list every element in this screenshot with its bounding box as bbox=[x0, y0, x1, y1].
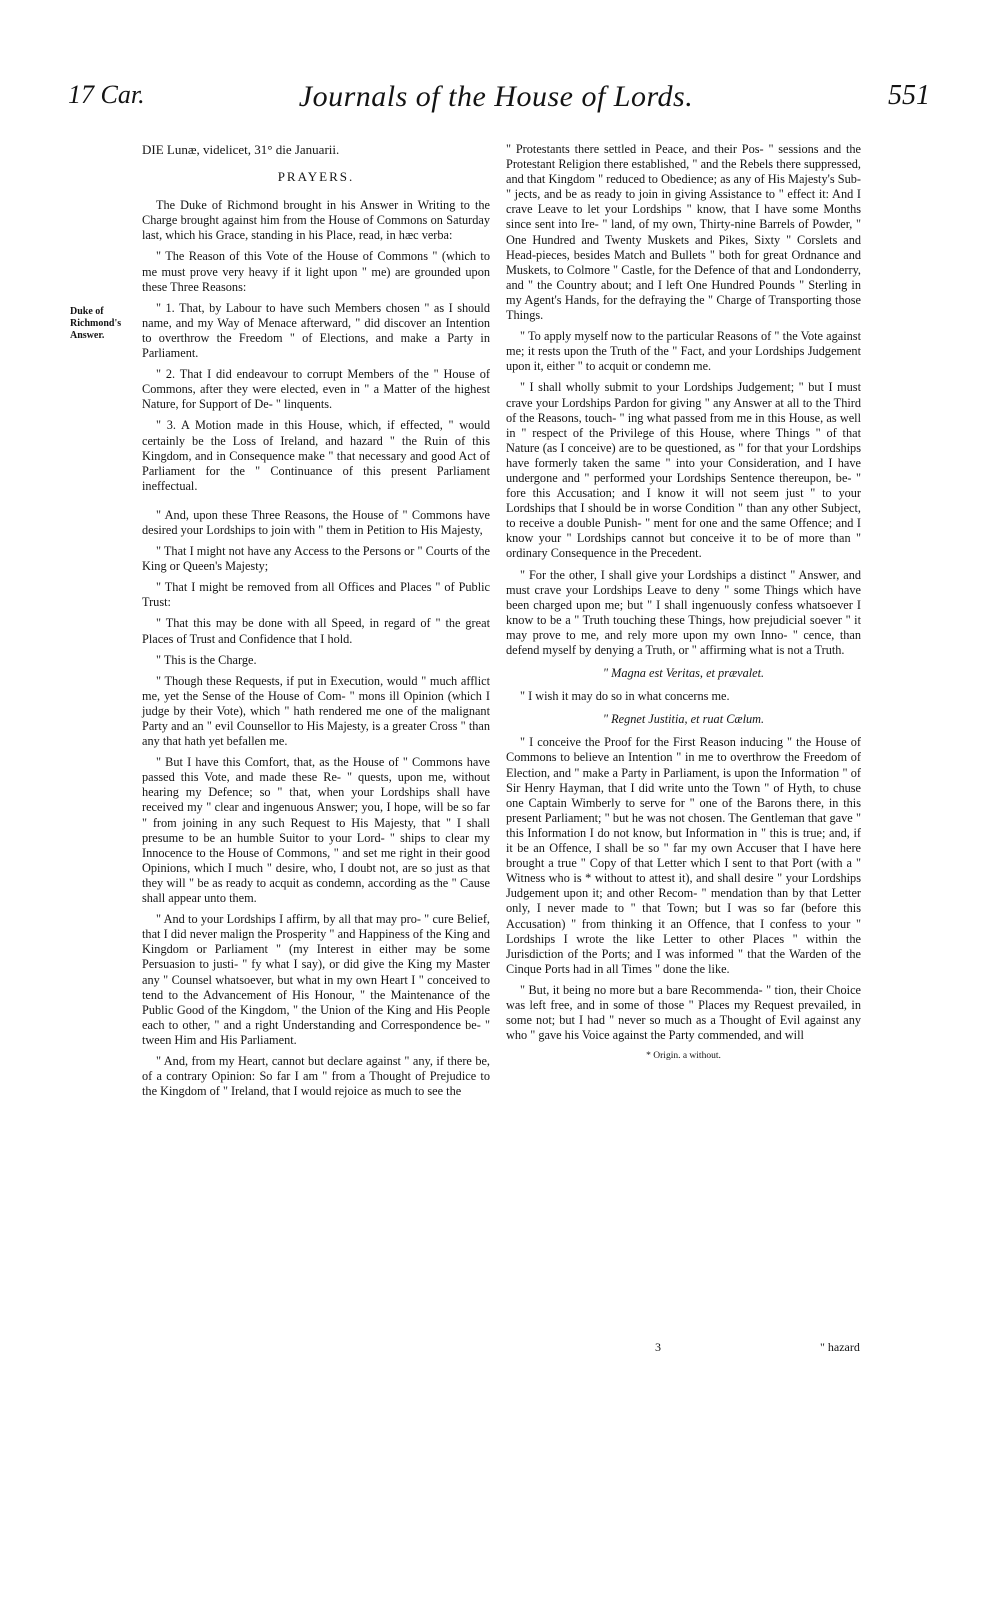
margin-note: Duke of Richmond's Answer. bbox=[70, 306, 122, 341]
paragraph: " That I might be removed from all Offices and Places " of Public Trust: bbox=[142, 580, 490, 610]
paragraph: " I shall wholly submit to your Lordships Judgement; " but I must crave your Lordships Pardon for giving " any Answer at all to the Third of the Reasons, touch- " ing what passed from me in this House, as well in " respect of the Privilege of this House, where Things " of that Nature (as I conceive) are to be questioned, as " for that your Lordships have formerly taken the same " into your Consideration, and I have undergone and " performed your Lordships Sentence thereupon, be- " fore this Accusation; and I know it will not seem just " to your Lordships that I should be in worse Condition " than any other Subject, to receive a double Punish- " ment for one and the same Offence; and I know your " Lordships cannot but conceive it to be of more than " ordinary Consequence in the Precedent. bbox=[506, 380, 861, 561]
latin-motto: " Regnet Justitia, et ruat Cælum. bbox=[602, 712, 765, 727]
paragraph: " That I might not have any Access to the Persons or " Courts of the King or Queen's Majesty; bbox=[142, 544, 490, 574]
paragraph: " Though these Requests, if put in Execution, would " much afflict me, yet the Sense of the House of Com- " mons ill Opinion (which I judge by their Vote), which " hath rendered me one of the malignant Party and an " evil Counsellor to His Majesty, is a greater Cross " than any that hath yet befallen me. bbox=[142, 673, 490, 749]
paragraph: " 2. That I did endeavour to corrupt Members of the " House of Commons, after they were elected, even in " a Matter of the highest Nature, for Support of De- " linquents. bbox=[142, 367, 490, 412]
paragraph: " 3. A Motion made in this House, which, if effected, " would certainly be the Loss of Ireland, and hazard " the Ruin of this Kingdom, and in Consequence make " that necessary and good Act of Parliament for the " Continuance of this present Parliament ineffectual. bbox=[142, 418, 490, 493]
latin-motto: " Magna est Veritas, et prævalet. bbox=[602, 666, 765, 681]
signature-mark: 3 bbox=[655, 1340, 661, 1354]
footnote: * Origin. a without. bbox=[646, 1051, 721, 1062]
paragraph: " And to your Lordships I affirm, by all that may pro- " cure Belief, that I did never malign the Prosperity " and Happiness of the King and Kingdom or Parliament " (my Interest in either may be some Persuasion to justi- " fy what I say), or did give the King my Master any " Counsel whatsoever, but what in my own Heart I " conceived to tend to the Advancement of His Honour, " the Maintenance of the Public Good of the Kingdom, " the Union of the King and His People each to other, " and a right Understanding and Correspondence be- " tween Him and His Parliament. bbox=[142, 912, 490, 1047]
left-column bbox=[142, 142, 490, 1105]
paragraph: " And, from my Heart, cannot but declare against " any, if there be, of a contrary Opinion: So far I am " from a Thought of Prejudice to the Kingdom of " Ireland, that I would rejoice as much to see the bbox=[142, 1053, 490, 1099]
paragraph: " That this may be done with all Speed, in regard of " the great Places of Trust and Confidence that I hold. bbox=[142, 616, 490, 646]
paragraph: " This is the Charge. bbox=[156, 652, 257, 667]
paragraph: " Protestants there settled in Peace, and their Pos- " sessions and the Protestant Religion there established, " and the Rebels there suppressed, and that Kingdom " reduced to Obedience; as any of His Majesty's Sub- " jects, and be as ready to join in giving Assistance to " effect it: And I crave Leave to let your Lordships " know, that I have some Months since sent into Ire- " land, of my own, Thirty-nine Barrels of Powder, " One Hundred and Twenty Muskets and Pikes, Sixty " Corslets and Head-pieces, besides Match and Bullets " both for great Ordnance and Muskets, to Colmore " Castle, for the Defence of that and Londonderry, and " the Country about; and I left One Hundred Pounds " Sterling in my Agent's Hands, for the defraying the " Charge of Transporting those Things. bbox=[506, 142, 861, 323]
paragraph: The Duke of Richmond brought in his Answer in Writing to the Charge brought against him from the House of Commons on Saturday last, which his Grace, standing in his Place, read, in hæc verba: bbox=[142, 198, 490, 243]
paragraph: " I conceive the Proof for the First Reason inducing " the House of Commons to believe an Intention " in me to overthrow the Freedom of Election, and " make a Party in Parliament, is upon the Information " of Sir Henry Hayman, that I did write unto the Town " of Hyth, to chuse one Captain Wimberly to serve for " one of the Barons there, in this present Parliament; " but he was not chosen. The Gentleman that gave " this Information I do not know, but Information in " this is true; and, if it be an Offence, I shall be so " far my own Accuser that I have here brought a true " Copy of that Letter which I sent to that Port (with a " Witness who is * without to attest it), and shall desire " your Lordships Judgement upon it; and other Recom- " mendation than by that Letter only, I never made to " that Town; but I was so far (before this Accusation) " from thinking it an Offence, that I confess to your " Lordships I wrote the like Letter to other Places " within the Jurisdiction of the Ports; and I was informed " that the Warden of the Cinque Ports had in all Times " done the like. bbox=[506, 735, 861, 976]
right-column bbox=[506, 142, 861, 1070]
paragraph: " And, upon these Three Reasons, the House of " Commons have desired your Lordships to join with " them in Petition to His Majesty, bbox=[142, 507, 490, 537]
date-line: DIE Lunæ, videlicet, 31° die Januarii. bbox=[142, 142, 340, 157]
catchword: " hazard bbox=[820, 1340, 860, 1354]
paragraph: " I wish it may do so in what concerns me. bbox=[520, 689, 730, 704]
paragraph: " 1. That, by Labour to have such Members chosen " as I should name, and my Way of Menace afterward, " did discover an Intention to overthrow the Freedom " of Elections, and make a Party in Parliament. bbox=[142, 300, 490, 361]
paragraph: " To apply myself now to the particular Reasons of " the Vote against me; it rests upon the Truth of the " Fact, and your Lordships Judgement upon it, either " to acquit or condemn me. bbox=[506, 329, 861, 374]
page-number: 551 bbox=[888, 80, 930, 111]
paragraph: " But, it being no more but a bare Recommenda- " tion, their Choice was left free, and in some of those " Places my Request prevailed, in some not; but I had " never so much as a Thought of Evil against any who " gave his Voice against the Party commended, and will bbox=[506, 982, 861, 1043]
paragraph: " The Reason of this Vote of the House of Commons " (which to me must prove very heavy if it light upon " me) are grounded upon these Three Reasons: bbox=[142, 249, 490, 294]
paragraph: " For the other, I shall give your Lordships a distinct " Answer, and must crave your Lordships Leave to deny " some Things which have been charged upon me; but " I shall ingenuously confess whatsoever I know to be a " Truth touching these Things, how prejudicial soever " it may prove to me, and rely more upon my own Inno- " cence, than defend myself by denying a Truth, or " affirming what is not a Truth. bbox=[506, 567, 861, 657]
running-head-left: 17 Car. bbox=[68, 80, 145, 109]
prayers-heading: PRAYERS. bbox=[277, 169, 355, 185]
paragraph: " But I have this Comfort, that, as the House of " Commons have passed this Vote, and made these Re- " quests, upon me, without hearing my Defence; so " that, when your Lordships shall have received my " clear and ingenuous Answer; you, I hope, will be so far " from joining in any such Request to His Majesty, that " I shall presume to be an humble Suitor to your Lord- " ships to clear my Innocence to the House of Commons, " and set me right in their good Opinions, which I much " desire, who, I doubt not, are so just as that they will " be as ready to acquit as condemn, according as the " Cause shall appear unto them. bbox=[142, 755, 490, 906]
running-head-title: Journals of the House of Lords. bbox=[298, 80, 694, 113]
